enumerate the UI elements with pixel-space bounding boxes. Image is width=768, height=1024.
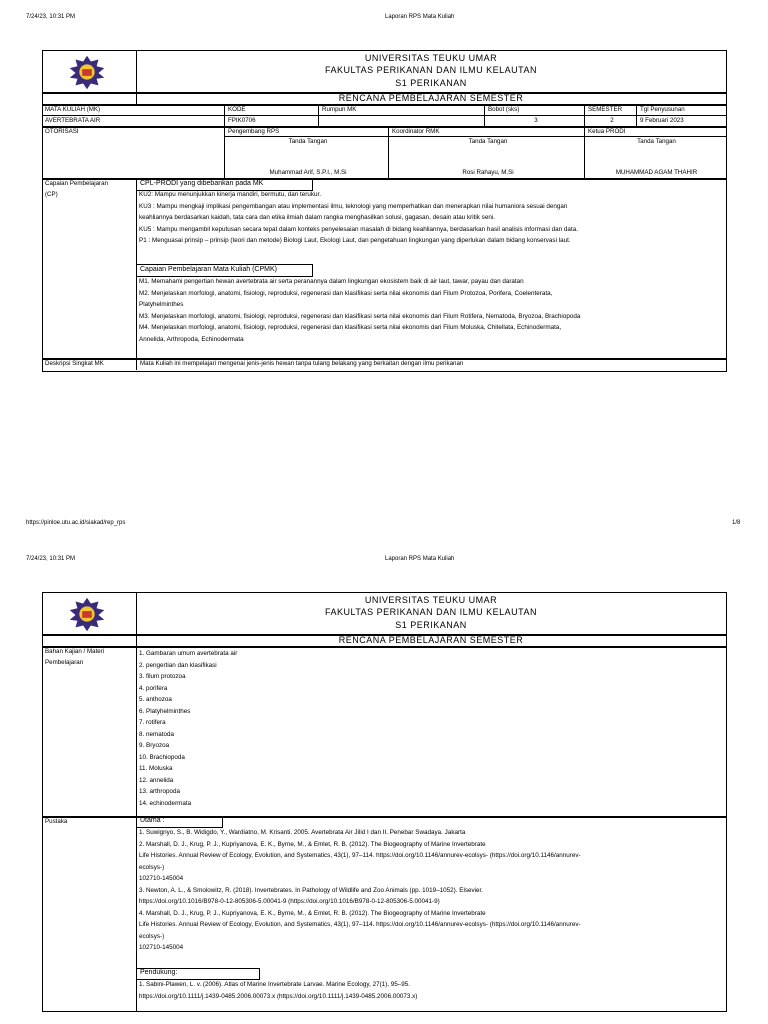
- koordinator-header: Koordinator RMK: [392, 128, 440, 135]
- rps-title-2: RENCANA PEMBELAJARAN SEMESTER: [338, 635, 524, 645]
- utama-list: [139, 827, 581, 954]
- deskripsi-label: Deskripsi Singkat MK: [45, 360, 104, 367]
- utama-line: ecolsys-): [139, 932, 165, 940]
- cp-label-1: Capaian Pembelajaran: [45, 180, 108, 187]
- bahan-item: 6. Platyhelminthes: [139, 707, 191, 715]
- university-name-2: UNIVERSITAS TEUKU UMAR: [364, 595, 498, 605]
- utama-line: Life Histories. Annual Review of Ecology, Evolution, and Systematics, 43(1), 97–114. https://doi.org/10.1146/annurev-ecolsys- (https://doi.org/10.1146/annurev-: [139, 852, 581, 859]
- cpmk-line: Annelida, Arthropoda, Echinodermata: [139, 335, 244, 343]
- kode-value: FPIK0706: [228, 117, 256, 124]
- cpmk-line: M2. Menjelaskan morfologi, anatomi, fisiologi, reproduksi, regenerasi dan klasifikasi serta nilai ekonomis dari Filum Protozoa, Porifera, Coelenterata,: [139, 289, 553, 297]
- print-doc-title-2: Laporan RPS Mata Kuliah: [385, 556, 455, 562]
- utama-line: https://doi.org/10.1016/B978-0-12-805306-5.00041-9 (https://doi.org/10.1016/B978-0-12-805306-5.00041-9): [139, 898, 440, 905]
- program-name: S1 PERIKANAN: [395, 78, 467, 88]
- ttd-pengembang: Tanda Tangan: [288, 138, 328, 145]
- faculty-name: FAKULTAS PERIKANAN DAN ILMU KELAUTAN: [324, 65, 538, 75]
- cpl-line: KU3 : Mampu mengkaji implikasi pengembangan atau implementasi ilmu, teknologi yang memperhatikan dan menerapkan nilai humaniora sesuai dengan: [139, 202, 568, 210]
- utama-title: Utama :: [140, 817, 165, 824]
- bahan-item: 11. Moluska: [139, 765, 173, 772]
- cpl-title: CPL-PRODI yang dibebankan pada MK: [140, 180, 264, 187]
- bobot-value: 3: [534, 117, 538, 124]
- cpmk-line: Platyhelminthes: [139, 301, 184, 308]
- mk-value: AVERTEBRATA AIR: [45, 117, 101, 124]
- utama-line: Life Histories. Annual Review of Ecology, Evolution, and Systematics, 43(1), 97–114. https://doi.org/10.1146/annurev-ecolsys- (https://doi.org/10.1146/annurev-: [139, 921, 581, 928]
- utama-line: 3. Newton, A. L., & Smolowitz, R. (2018). Invertebrates. In Pathology of Wildlife and Zoo Animals (pp. 1019–1052). Elsevier.: [139, 886, 484, 894]
- pengembang-header: Pengembang RPS: [228, 128, 280, 135]
- cpmk-line: M4. Menjelaskan morfologi, anatomi, fisiologi, reproduksi, regenerasi dan klasifikasi serta nilai ekonomis dari Filum Moluska, Chitellata, Echinodermata,: [139, 324, 562, 331]
- ketua-header: Ketua PRODI: [588, 128, 626, 135]
- bahan-item: 9. Bryozoa: [139, 742, 170, 749]
- cpmk-line: M1. Memahami pengertian hewan avertebrata air serta peranannya dalam lingkungan ekosistem baik di air laut, tawar, payau dan daratan: [139, 278, 524, 285]
- cpmk-title: Capaian Pembelajaran Mata Kuliah (CPMK): [140, 266, 277, 273]
- print-doc-title: Laporan RPS Mata Kuliah: [385, 14, 455, 20]
- cpl-line: keahliannya berdasarkan kaidah, tata cara dan etika ilmiah dalam rangka menghasilkan solusi, gagasan, desain atau kritik seni.: [139, 214, 495, 221]
- bahan-item: 7. rotifera: [139, 719, 166, 726]
- kode-header: KODE: [228, 106, 246, 113]
- bahan-item: 14. echinodermata: [139, 799, 192, 807]
- utama-line: 2. Marshall, D. J., Krug, P. J., Kupriyanova, E. K., Byrne, M., & Emlet, R. B. (2012). The Biogeography of Marine Invertebrate: [139, 840, 486, 848]
- mk-header: MATA KULIAH (MK): [45, 106, 101, 113]
- bahan-item: 10. Brachiopoda: [139, 753, 185, 761]
- ttd-koordinator: Tanda Tangan: [468, 138, 508, 145]
- utama-line: ecolsys-): [139, 863, 165, 871]
- utama-line: 4. Marshall, D. J., Krug, P. J., Kupriyanova, E. K., Byrne, M., & Emlet, R. B. (2012). The Biogeography of Marine Invertebrate: [139, 909, 486, 917]
- cpl-line: KU2: Mampu menunjukkan kinerja mandiri, bermutu, dan terukur.: [139, 191, 321, 198]
- ttd-ketua: Tanda Tangan: [637, 138, 676, 145]
- university-logo-icon: [64, 52, 110, 92]
- bobot-header: Bobot (sks): [488, 106, 520, 113]
- print-timestamp: 7/24/23, 10:31 PM: [26, 14, 76, 20]
- rumpun-header: Rumpun MK: [322, 106, 357, 113]
- pendukung-line: 1. Sabini-Plawen, L. v. (2006). Atlas of Marine Invertebrate Larvae. Marine Ecology, 27(1), 95–95.: [139, 981, 411, 988]
- bahan-item: 1. Gambaran umum avertebrata air: [139, 650, 238, 657]
- koordinator-name: Rosi Rahayu, M.Si: [462, 169, 514, 176]
- bahan-item: 12. annelida: [139, 776, 174, 784]
- ketua-name: MUHAMMAD AGAM THAHIR: [615, 169, 698, 176]
- bahan-item: 3. filum protozoa: [139, 673, 186, 680]
- cp-label-2: (CP): [45, 191, 58, 198]
- bahan-label-1: Bahan Kajian / Materi: [45, 648, 105, 655]
- cpl-line: KU5 : Mampu mengambil keputusan secara tepat dalam konteks penyelesaian masalah di bidang keahliannya, berdasarkan hasil analisis informasi dan data.: [139, 225, 578, 233]
- utama-line: 102710-145004: [139, 944, 184, 951]
- pendukung-list: [139, 979, 417, 1002]
- bahan-item: 5. anthozoa: [139, 696, 172, 703]
- faculty-name-2: FAKULTAS PERIKANAN DAN ILMU KELAUTAN: [324, 607, 538, 617]
- cpl-list: [139, 189, 578, 247]
- pendukung-line: https://doi.org/10.1111/j.1439-0485.2006.00073.x (https://doi.org/10.1111/j.1439-0485.2006.00073.x): [139, 992, 418, 1000]
- pendukung-title: Pendukung:: [140, 969, 178, 976]
- deskripsi-text: Mata Kuliah ini mempelajari mengenai jenis-jenis hewan tanpa tulang belakang yang berkaitan dengan ilmu perikanan: [140, 360, 464, 367]
- otorisasi-label: OTORISASI: [45, 128, 79, 135]
- pengembang-name: Muhammad Arif, S.P.I., M.Si: [269, 169, 347, 176]
- bahan-list: [139, 648, 237, 809]
- rps-page-1: [42, 50, 727, 370]
- bahan-item: 2. pengertian dan klasifikasi: [139, 661, 217, 669]
- rps-page-2: [42, 592, 727, 1012]
- semester-header: SEMESTER: [588, 106, 623, 113]
- pustaka-label: Pustaka: [45, 818, 68, 825]
- print-url: https://pinloe.utu.ac.id/siakad/rep_rps: [26, 520, 126, 526]
- bahan-item: 13. arthropoda: [139, 788, 180, 795]
- semester-value: 2: [610, 117, 614, 124]
- program-name-2: S1 PERIKANAN: [395, 620, 467, 630]
- utama-line: 1. Suwignyo, S., B. Widigdo, Y., Wardiatno, M. Krisanti. 2005. Avertebrata Air Jilid I dan II. Penebar Swadaya. Jakarta: [139, 829, 466, 836]
- rps-title: RENCANA PEMBELAJARAN SEMESTER: [338, 93, 524, 103]
- print-timestamp-2: 7/24/23, 10:31 PM: [26, 556, 76, 562]
- tgl-value: 9 Februari 2023: [640, 117, 684, 124]
- tgl-header: Tgl Penyusunan: [640, 106, 685, 113]
- bahan-item: 4. porifera: [139, 684, 168, 692]
- bahan-item: 8. nematoda: [139, 730, 175, 738]
- cpmk-list: [139, 276, 580, 345]
- university-name: UNIVERSITAS TEUKU UMAR: [364, 53, 498, 63]
- utama-line: 102710-145004: [139, 875, 184, 882]
- cpmk-line: M3. Menjelaskan morfologi, anatomi, fisiologi, reproduksi, regenerasi dan klasifikasi serta nilai ekonomis dari Filum Rotifera, Nematoda, Bryozoa, Brachiopoda: [139, 312, 581, 320]
- cpl-line: P1 : Menguasai prinsip – prinsip (teori dan metode) Biologi Laut, Ekologi Laut, dan pengetahuan lingkungan yang diperlukan dalam bidang konservasi laut.: [139, 237, 571, 244]
- university-logo-icon: [64, 594, 110, 634]
- print-page-number: 1/8: [732, 520, 741, 526]
- bahan-label-2: Pembelajaran: [45, 659, 84, 666]
